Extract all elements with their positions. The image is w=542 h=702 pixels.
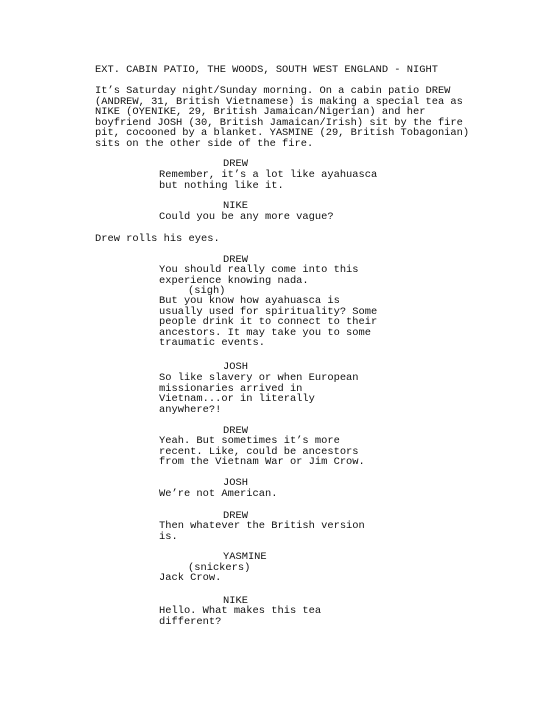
character-cue: JOSH bbox=[223, 477, 248, 489]
character-cue: YASMINE bbox=[223, 551, 267, 563]
character-cue: NIKE bbox=[223, 595, 248, 607]
action-block: Drew rolls his eyes. bbox=[95, 233, 220, 245]
dialogue-block: Remember, it’s a lot like ayahuasca but nothing like it. bbox=[159, 169, 378, 192]
dialogue-block: You should really come into this experience knowing nada. bbox=[159, 264, 359, 287]
scene-heading: EXT. CABIN PATIO, THE WOODS, SOUTH WEST ENGLAND - NIGHT bbox=[95, 64, 438, 76]
character-cue: JOSH bbox=[223, 361, 248, 373]
dialogue-block: Could you be any more vague? bbox=[159, 211, 334, 223]
parenthetical: (sigh) bbox=[188, 285, 226, 297]
character-cue: DREW bbox=[223, 425, 248, 437]
dialogue-block: Jack Crow. bbox=[159, 572, 222, 584]
character-cue: DREW bbox=[223, 254, 248, 266]
dialogue-block: Then whatever the British version is. bbox=[159, 520, 365, 543]
parenthetical: (snickers) bbox=[188, 562, 251, 574]
dialogue-block: Hello. What makes this tea different? bbox=[159, 605, 322, 628]
dialogue-block: But you know how ayahuasca is usually used for spirituality? Some people drink it to connect to their ancestors. It may take you to some traumatic events. bbox=[159, 295, 378, 349]
dialogue-block: So like slavery or when European missionaries arrived in Vietnam...or in literally anywhere?! bbox=[159, 372, 359, 416]
character-cue: NIKE bbox=[223, 200, 248, 212]
character-cue: DREW bbox=[223, 510, 248, 522]
dialogue-block: Yeah. But sometimes it’s more recent. Like, could be ancestors from the Vietnam War or Jim Crow. bbox=[159, 435, 365, 468]
action-block: It’s Saturday night/Sunday morning. On a cabin patio DREW (ANDREW, 31, British Vietnamese) is making a special tea as NIKE (OYENIKE, 29, British Jamaican/Nigerian) and her boyfriend JOSH (30, British Jamaican/Irish) sit by the fire pit, cocooned by a blanket. YASMINE (29, British Tobagonian) sits on the other side of the fire. bbox=[95, 85, 470, 150]
character-cue: DREW bbox=[223, 158, 248, 170]
dialogue-block: We’re not American. bbox=[159, 488, 278, 500]
